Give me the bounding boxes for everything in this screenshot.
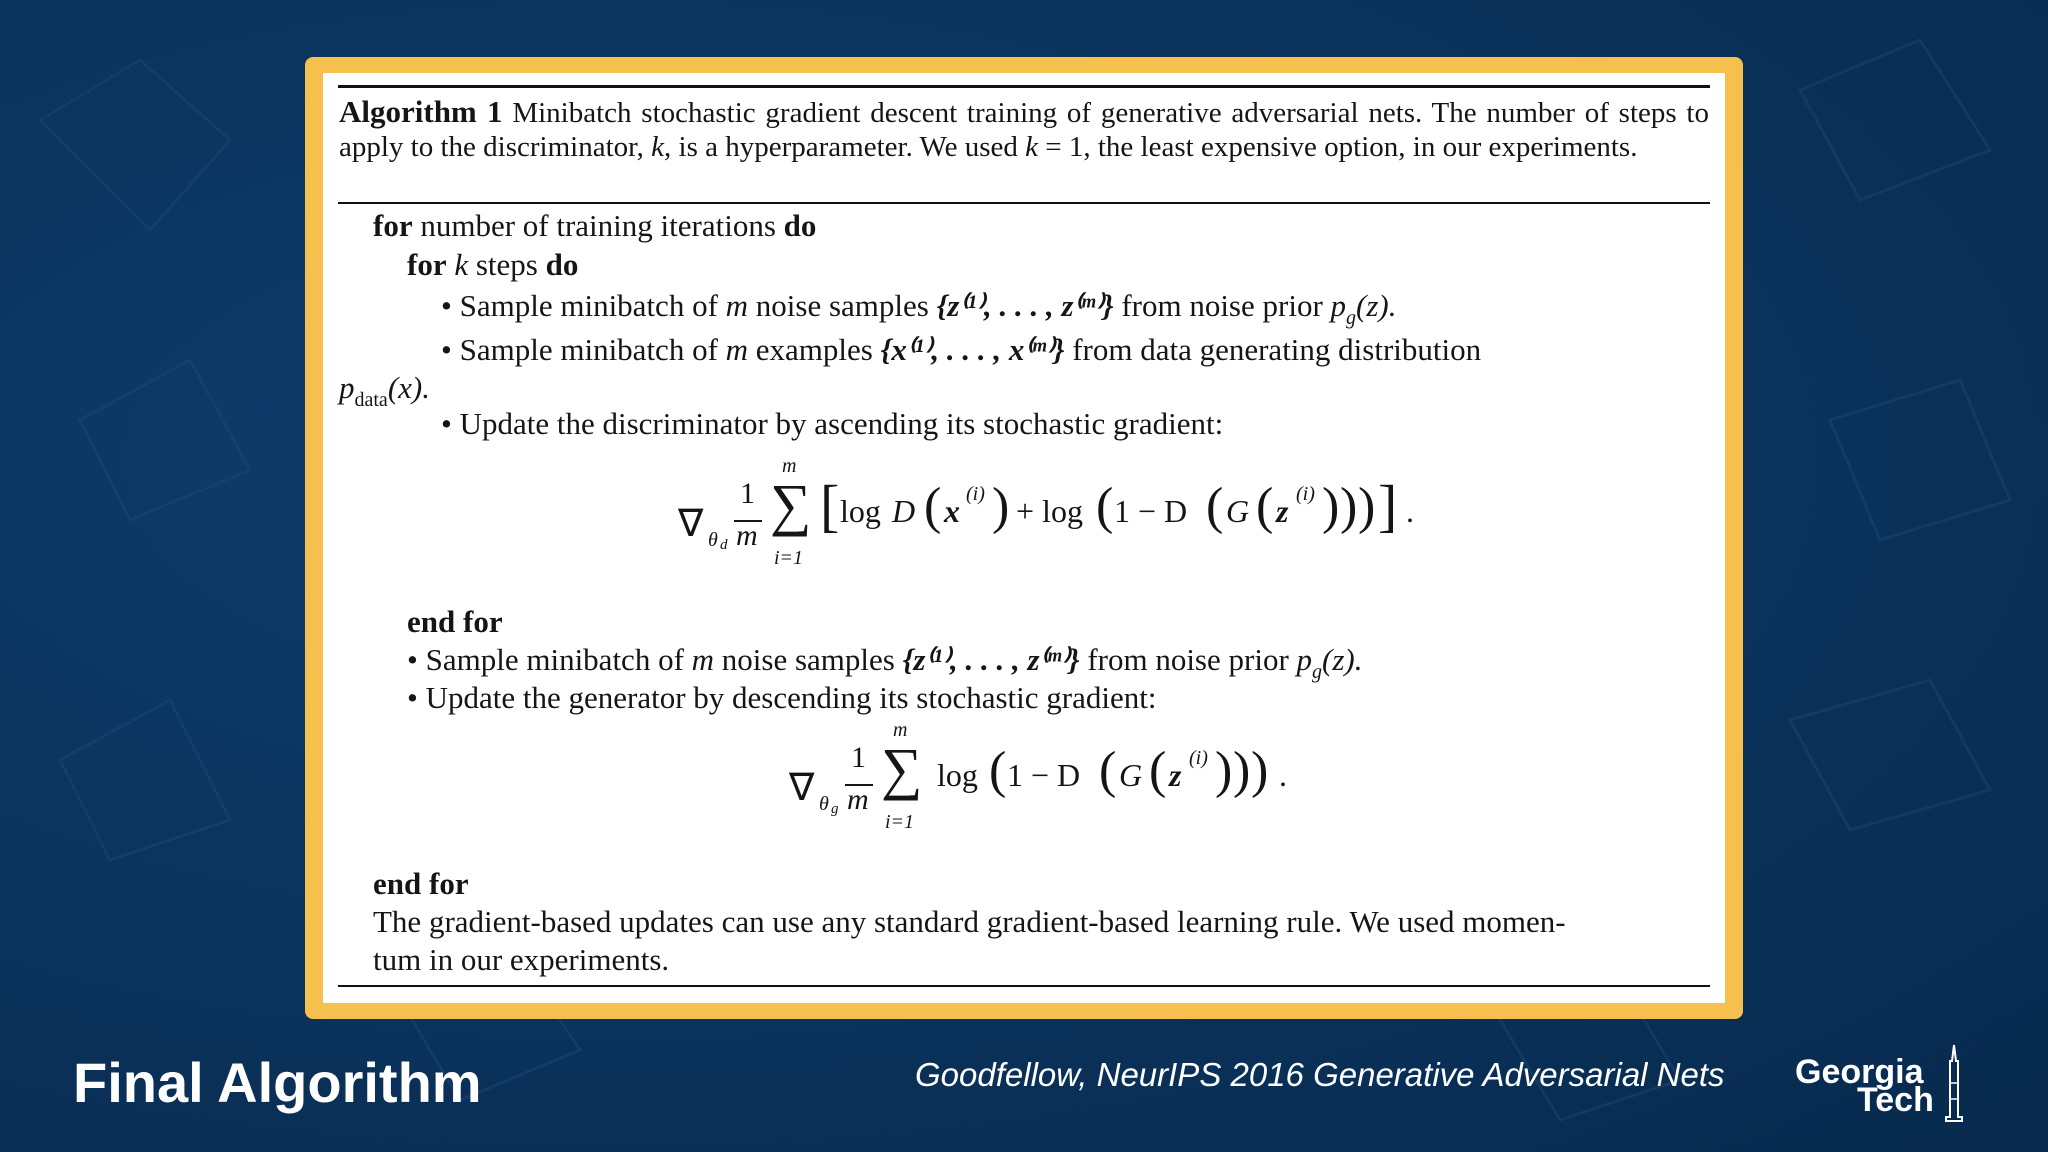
step-sample-data: • Sample minibatch of m examples {x⁽¹⁾, . . . , x⁽ᵐ⁾} from data generating distribution <box>441 332 1482 367</box>
caption-rule <box>338 202 1710 204</box>
citation: Goodfellow, NeurIPS 2016 Generative Adversarial Nets <box>915 1056 1725 1093</box>
discriminator-gradient-equation: ∇ θ d 1 m m ∑ i=1 [ log D ( x (i) ) + log ( 1 − D ( G ( z (i) ) ) ) ] . <box>678 455 1414 569</box>
logo-text-tech: Tech <box>1857 1081 1934 1119</box>
algorithm-figure <box>323 73 1725 1003</box>
step-sample-noise-outer: • Sample minibatch of m noise samples {z⁽¹⁾, . . . , z⁽ᵐ⁾} from noise prior $p_g(z)$. <box>407 642 1363 683</box>
step-update-discriminator: • Update the discriminator by ascending its stochastic gradient: <box>441 406 1224 441</box>
slide-title: Final Algorithm <box>73 1051 482 1114</box>
inner-end-for: end for <box>407 604 503 639</box>
algorithm-caption: Algorithm 1 Minibatch stochastic gradient descent training of generative adversarial nets. The number of steps to apply to the discriminator, k, is a hyperparameter. We used k = 1, the least expensive option, in our experiments. <box>339 94 1709 163</box>
logo-text-georgia: Georgia <box>1795 1053 1924 1091</box>
outer-end-for: end for <box>373 866 469 901</box>
step-sample-noise-inner: • Sample minibatch of m noise samples {z⁽¹⁾, . . . , z⁽ᵐ⁾} from noise prior $p_g(z)$. <box>441 288 1397 329</box>
step-data-distribution: $p_{data}(x)$. <box>339 370 430 411</box>
inner-loop-line: for k steps do <box>407 247 579 282</box>
generator-gradient-equation: ∇ θ g 1 m m ∑ i=1 log ( 1 − D ( G ( z (i) ) ) ) . <box>789 719 1287 833</box>
tech-tower-icon <box>1942 1043 1966 1123</box>
top-rule <box>338 85 1710 88</box>
closing-line-1: The gradient-based updates can use any standard gradient-based learning rule. We used momen- <box>373 904 1566 939</box>
step-update-generator: • Update the generator by descending its stochastic gradient: <box>407 680 1157 715</box>
algorithm-label: Algorithm 1 <box>339 94 503 129</box>
georgia-tech-logo <box>1790 1043 1970 1123</box>
algorithm-figure-frame <box>305 57 1743 1019</box>
bottom-rule <box>338 985 1710 987</box>
closing-line-2: tum in our experiments. <box>373 942 670 977</box>
outer-loop-line: for number of training iterations do <box>373 208 817 243</box>
